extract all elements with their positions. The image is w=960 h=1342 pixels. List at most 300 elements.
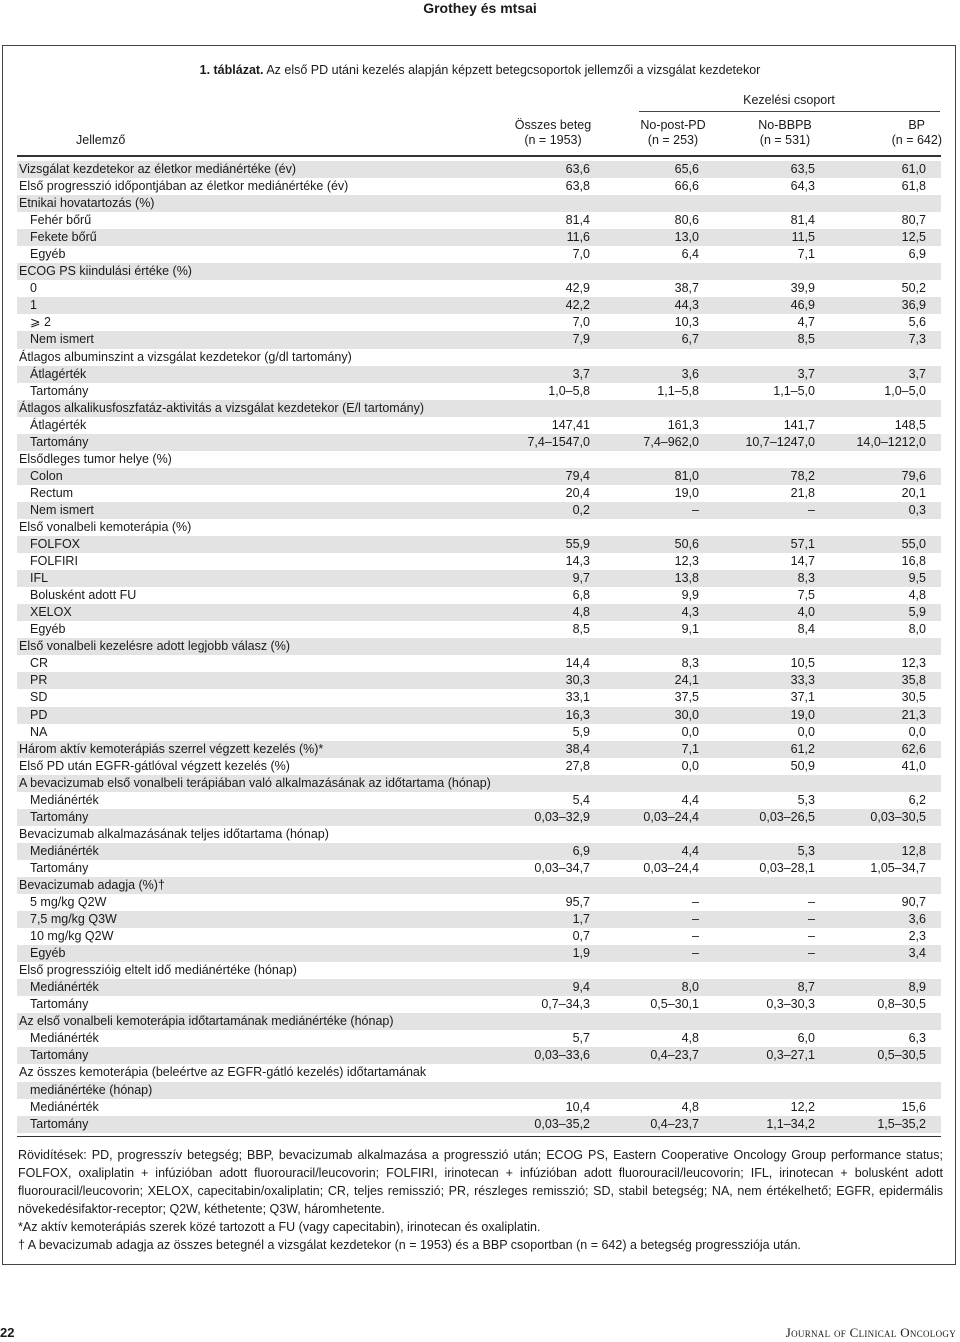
row-label: Tartomány: [30, 860, 89, 875]
table-row: [17, 672, 941, 689]
cell-all-patients: 7,4–1547,0: [527, 434, 590, 449]
cell-no-post-pd: 38,7: [674, 281, 699, 296]
cell-bp: 5,9: [908, 605, 926, 620]
cell-bp: 3,7: [908, 366, 926, 381]
cell-no-bbpb: –: [808, 946, 815, 961]
cell-all-patients: 1,7: [572, 912, 590, 927]
cell-all-patients: 14,4: [565, 656, 590, 671]
table-row: [17, 945, 941, 962]
row-label: Első vonalbeli kemoterápia (%): [19, 519, 192, 534]
cell-no-post-pd: 81,0: [674, 468, 699, 483]
table-row: [17, 314, 941, 331]
cell-all-patients: 9,4: [572, 980, 590, 995]
cell-no-bbpb: 4,0: [797, 605, 815, 620]
cell-all-patients: 10,4: [565, 1099, 590, 1114]
col-header-n: (n = 253): [647, 133, 699, 147]
cell-no-bbpb: 3,7: [797, 366, 815, 381]
cell-bp: 12,8: [901, 843, 926, 858]
row-label: Első progresszióig eltelt idő mediánértéke (hónap): [19, 963, 297, 978]
row-label: Az összes kemoterápia (beleértve az EGFR-gátló kezelés) időtartamának: [19, 1065, 427, 1080]
header-rule: [17, 155, 941, 157]
cell-no-post-pd: 65,6: [674, 162, 699, 176]
table-row: [17, 468, 941, 485]
note-dagger: † A bevacizumab adagja az összes betegnél a vizsgálat kezdetekor (n = 1953) és a BBP csoportban (n = 642) a betegség progressziója után.: [18, 1238, 801, 1252]
cell-all-patients: 27,8: [565, 758, 590, 773]
table-row: [17, 434, 941, 451]
col-header-n: (n = 642): [891, 133, 942, 147]
col-header-name: Összes beteg: [514, 118, 592, 132]
journal-name: Journal of Clinical Oncology: [785, 1325, 956, 1340]
cell-bp: 0,3: [908, 502, 926, 517]
cell-all-patients: 81,4: [565, 213, 590, 228]
table-row: [17, 212, 941, 229]
table-row: [17, 195, 941, 212]
cell-bp: 1,0–5,0: [884, 383, 926, 398]
cell-no-post-pd: 4,4: [681, 843, 699, 858]
row-label: 1: [30, 298, 37, 313]
table-row: [17, 485, 941, 502]
row-label: CR: [30, 656, 49, 671]
row-label: Átlagérték: [30, 417, 87, 432]
table-row: [17, 570, 941, 587]
cell-all-patients: 0,03–35,2: [534, 1116, 590, 1131]
cell-no-post-pd: 9,9: [681, 588, 699, 603]
cell-no-post-pd: 0,0: [681, 758, 699, 773]
cell-all-patients: 0,03–33,6: [534, 1048, 590, 1063]
table-row: [17, 775, 941, 792]
table-row: [17, 604, 941, 621]
cell-all-patients: 11,6: [566, 230, 590, 245]
cell-all-patients: 6,9: [572, 843, 590, 858]
cell-no-bbpb: 8,5: [797, 332, 815, 347]
table-row: [17, 502, 941, 519]
cell-bp: 55,0: [901, 537, 926, 552]
cell-no-post-pd: –: [692, 895, 699, 910]
cell-all-patients: 5,4: [572, 792, 590, 807]
table-row: [17, 638, 941, 655]
cell-no-bbpb: 0,03–28,1: [759, 860, 815, 875]
cell-no-bbpb: 57,1: [790, 537, 815, 552]
cell-all-patients: 30,3: [565, 673, 590, 688]
row-label: 10 mg/kg Q2W: [30, 929, 114, 944]
row-label: Tartomány: [30, 1116, 89, 1131]
cell-no-bbpb: 1,1–34,2: [766, 1116, 815, 1131]
row-label: Tartomány: [30, 434, 89, 449]
row-label: Colon: [30, 468, 63, 483]
table-row: [17, 894, 941, 911]
cell-no-bbpb: 7,5: [797, 588, 815, 603]
row-label: Egyéb: [30, 622, 66, 637]
table-row: [17, 621, 941, 638]
cell-no-bbpb: 46,9: [790, 298, 815, 313]
cell-bp: 3,6: [908, 912, 926, 927]
row-label: Nem ismert: [30, 332, 94, 347]
cell-no-bbpb: 8,3: [797, 571, 815, 586]
cell-no-bbpb: 8,4: [797, 622, 815, 637]
table-row: [17, 331, 941, 348]
cell-no-post-pd: 44,3: [674, 298, 699, 313]
cell-all-patients: 38,4: [565, 741, 590, 756]
cell-no-post-pd: 4,8: [681, 1031, 699, 1046]
cell-no-bbpb: 63,5: [790, 162, 815, 176]
col-header-name: BP: [908, 118, 925, 132]
row-label: PR: [30, 673, 48, 688]
table-row: [17, 349, 941, 366]
cell-no-bbpb: 39,9: [790, 281, 815, 296]
cell-no-post-pd: 4,8: [681, 1099, 699, 1114]
cell-bp: 9,5: [908, 571, 926, 586]
cell-no-bbpb: –: [808, 895, 815, 910]
row-label: Első PD után EGFR-gátlóval végzett kezelés (%): [19, 758, 290, 773]
table-row: [17, 996, 941, 1013]
row-label: mediánértéke (hónap): [30, 1082, 153, 1097]
cell-bp: 50,2: [901, 281, 926, 296]
cell-all-patients: 8,5: [572, 622, 590, 637]
table-caption-label: 1. táblázat.: [199, 63, 264, 77]
cell-all-patients: 6,8: [572, 588, 590, 603]
table-row: [17, 928, 941, 945]
cell-bp: 79,6: [901, 468, 926, 483]
cell-no-post-pd: 8,0: [681, 980, 699, 995]
cell-no-post-pd: 50,6: [674, 537, 699, 552]
cell-bp: 8,0: [908, 622, 926, 637]
row-label: FOLFOX: [30, 537, 81, 552]
row-label: PD: [30, 707, 48, 722]
cell-bp: 2,3: [908, 929, 926, 944]
cell-no-post-pd: 0,4–23,7: [650, 1048, 699, 1063]
cell-no-post-pd: –: [692, 929, 699, 944]
cell-all-patients: 79,4: [565, 468, 590, 483]
cell-all-patients: 16,3: [565, 707, 590, 722]
cell-no-bbpb: 33,3: [790, 673, 815, 688]
cell-no-post-pd: 0,4–23,7: [650, 1116, 699, 1131]
cell-all-patients: 20,4: [565, 485, 590, 500]
table-row: [17, 1064, 941, 1081]
cell-bp: 35,8: [901, 673, 926, 688]
cell-bp: 1,5–35,2: [877, 1116, 926, 1131]
table-row: [17, 161, 941, 178]
table-row: [17, 1047, 941, 1064]
row-label: Vizsgálat kezdetekor az életkor mediánértéke (év): [19, 162, 296, 176]
cell-no-bbpb: –: [808, 912, 815, 927]
row-label: Átlagérték: [30, 366, 87, 381]
page-number: 22: [0, 1325, 15, 1340]
cell-bp: 0,03–30,5: [870, 809, 926, 824]
cell-no-bbpb: 0,03–26,5: [759, 809, 815, 824]
cell-no-bbpb: 5,3: [797, 843, 815, 858]
row-label: Tartomány: [30, 1048, 89, 1063]
cell-no-post-pd: –: [692, 502, 699, 517]
cell-bp: 15,6: [901, 1099, 926, 1114]
cell-no-bbpb: 37,1: [790, 690, 815, 705]
table-bottom-rule: [17, 1136, 941, 1137]
row-label: Az első vonalbeli kemoterápia időtartamának mediánértéke (hónap): [19, 1014, 394, 1029]
table-notes: [18, 1146, 943, 1254]
row-label: Első progresszió időpontjában az életkor mediánértéke (év): [19, 179, 349, 194]
table-row: [17, 297, 941, 314]
row-label: Fekete bőrű: [30, 230, 97, 245]
cell-bp: 16,8: [901, 554, 926, 569]
table-caption: [0, 62, 960, 78]
cell-no-bbpb: 10,5: [790, 656, 815, 671]
cell-bp: 61,8: [901, 179, 926, 194]
table-row: [17, 741, 941, 758]
row-label: ⩾ 2: [30, 315, 51, 330]
cell-all-patients: 4,8: [572, 605, 590, 620]
col-header-n: (n = 531): [759, 133, 811, 147]
cell-all-patients: 5,9: [572, 724, 590, 739]
cell-all-patients: 0,03–34,7: [534, 860, 590, 875]
cell-bp: 20,1: [901, 485, 926, 500]
cell-bp: 12,5: [901, 230, 926, 245]
cell-bp: 21,3: [901, 707, 926, 722]
row-label: Egyéb: [30, 946, 66, 961]
cell-bp: 41,0: [901, 758, 926, 773]
group-header: Kezelési csoport: [743, 93, 835, 107]
table-row: [17, 860, 941, 877]
cell-all-patients: 7,9: [572, 332, 590, 347]
col-header-name: No-BBPB: [758, 118, 812, 132]
cell-all-patients: 55,9: [565, 537, 590, 552]
row-label: Egyéb: [30, 247, 66, 262]
table-row: [17, 417, 941, 434]
col-header-name: No-post-PD: [640, 118, 706, 132]
cell-no-bbpb: 12,2: [790, 1099, 815, 1114]
cell-all-patients: 3,7: [572, 366, 590, 381]
row-label: Mediánérték: [30, 792, 99, 807]
table-row: [17, 229, 941, 246]
cell-bp: 7,3: [908, 332, 926, 347]
cell-bp: 0,5–30,5: [877, 1048, 926, 1063]
cell-no-post-pd: 0,0: [681, 724, 699, 739]
row-label: Mediánérték: [30, 1099, 99, 1114]
table-caption-text: Az első PD utáni kezelés alapján képzett betegcsoportok jellemzői a vizsgálat kezdetekor: [263, 63, 761, 77]
cell-no-bbpb: 4,7: [797, 315, 815, 330]
col-header-characteristic: Jellemző: [76, 133, 126, 147]
cell-no-post-pd: 0,5–30,1: [650, 997, 699, 1012]
cell-all-patients: 7,0: [572, 247, 590, 262]
table-row: [17, 724, 941, 741]
cell-all-patients: 42,2: [565, 298, 590, 313]
cell-bp: 6,2: [908, 792, 926, 807]
cell-no-bbpb: 78,2: [790, 468, 815, 483]
col-header-n: (n = 1953): [524, 133, 582, 147]
row-label: Átlagos albuminszint a vizsgálat kezdetekor (g/dl tartomány): [19, 349, 352, 364]
table-row: [17, 246, 941, 263]
cell-all-patients: 1,9: [572, 946, 590, 961]
table-row: [17, 280, 941, 297]
cell-no-post-pd: 7,4–962,0: [643, 434, 699, 449]
row-label: 5 mg/kg Q2W: [30, 895, 107, 910]
table-row: [17, 809, 941, 826]
cell-no-bbpb: 81,4: [790, 213, 815, 228]
row-label: A bevacizumab első vonalbeli terápiában való alkalmazásának az időtartama (hónap): [19, 775, 491, 790]
cell-bp: 0,0: [908, 724, 926, 739]
row-label: IFL: [30, 571, 49, 586]
table-row: [17, 758, 941, 775]
cell-bp: 14,0–1212,0: [856, 434, 926, 449]
cell-no-post-pd: 161,3: [667, 417, 699, 432]
cell-no-bbpb: 61,2: [790, 741, 815, 756]
cell-bp: 0,8–30,5: [877, 997, 926, 1012]
table-row: [17, 962, 941, 979]
row-label: Első vonalbeli kezelésre adott legjobb válasz (%): [19, 639, 290, 654]
table-row: [17, 451, 941, 468]
table-row: [17, 979, 941, 996]
cell-no-bbpb: 64,3: [790, 179, 815, 194]
table-row: [17, 689, 941, 706]
cell-bp: 5,6: [908, 315, 926, 330]
note-asterisk: *Az aktív kemoterápiás szerek közé tartozott a FU (vagy capecitabin), irinotecan és oxaliplatin.: [18, 1220, 541, 1234]
cell-bp: 61,0: [901, 162, 926, 176]
cell-all-patients: 95,7: [565, 895, 590, 910]
cell-no-post-pd: 13,0: [674, 230, 699, 245]
cell-bp: 12,3: [901, 656, 926, 671]
cell-bp: 36,9: [901, 298, 926, 313]
cell-no-bbpb: 8,7: [797, 980, 815, 995]
cell-no-post-pd: 19,0: [674, 485, 699, 500]
cell-all-patients: 1,0–5,8: [548, 383, 590, 398]
row-label: XELOX: [30, 605, 72, 620]
row-label: Három aktív kemoterápiás szerrel végzett kezelés (%)*: [19, 741, 324, 756]
row-label: Nem ismert: [30, 502, 94, 517]
cell-no-bbpb: 50,9: [790, 758, 815, 773]
row-label: Bevacizumab adagja (%)†: [19, 877, 165, 892]
cell-bp: 90,7: [901, 895, 926, 910]
cell-no-bbpb: 7,1: [797, 247, 815, 262]
cell-no-bbpb: –: [808, 929, 815, 944]
cell-all-patients: 9,7: [572, 571, 590, 586]
cell-no-bbpb: 0,3–30,3: [766, 997, 815, 1012]
cell-all-patients: 33,1: [565, 690, 590, 705]
table-row: [17, 383, 941, 400]
cell-no-post-pd: 10,3: [674, 315, 699, 330]
cell-no-post-pd: 0,03–24,4: [643, 809, 699, 824]
table-row: [17, 178, 941, 195]
row-label: Bevacizumab alkalmazásának teljes időtartama (hónap): [19, 826, 329, 841]
table-row: [17, 553, 941, 570]
row-label: SD: [30, 690, 48, 705]
cell-all-patients: 7,0: [572, 315, 590, 330]
row-label: Rectum: [30, 485, 74, 500]
cell-no-post-pd: 30,0: [674, 707, 699, 722]
cell-all-patients: 0,7: [572, 929, 590, 944]
table-row: [17, 519, 941, 536]
cell-bp: 1,05–34,7: [870, 860, 926, 875]
cell-no-post-pd: 12,3: [674, 554, 699, 569]
cell-no-post-pd: 0,03–24,4: [643, 860, 699, 875]
cell-no-post-pd: 66,6: [674, 179, 699, 194]
cell-all-patients: 0,7–34,3: [541, 997, 590, 1012]
row-label: Elsődleges tumor helye (%): [19, 451, 172, 466]
running-header-author: Grothey és mtsai: [423, 0, 537, 16]
row-label: NA: [30, 724, 48, 739]
cell-bp: 4,8: [908, 588, 926, 603]
cell-no-bbpb: 19,0: [790, 707, 815, 722]
row-label: Tartomány: [30, 997, 89, 1012]
data-table: [17, 161, 941, 1133]
cell-no-post-pd: 4,4: [681, 792, 699, 807]
row-label: FOLFIRI: [30, 554, 78, 569]
cell-no-post-pd: –: [692, 912, 699, 927]
table-row: [17, 1013, 941, 1030]
row-label: ECOG PS kiindulási értéke (%): [19, 264, 192, 279]
cell-no-post-pd: 7,1: [681, 741, 699, 756]
cell-bp: 3,4: [908, 946, 926, 961]
table-row: [17, 792, 941, 809]
cell-bp: 62,6: [901, 741, 926, 756]
cell-bp: 30,5: [901, 690, 926, 705]
cell-no-post-pd: 1,1–5,8: [657, 383, 699, 398]
cell-all-patients: 0,03–32,9: [534, 809, 590, 824]
cell-bp: 6,3: [908, 1031, 926, 1046]
cell-all-patients: 5,7: [572, 1031, 590, 1046]
cell-all-patients: 0,2: [572, 502, 590, 517]
cell-no-post-pd: 9,1: [681, 622, 699, 637]
table-row: [17, 263, 941, 280]
cell-no-bbpb: 5,3: [797, 792, 815, 807]
cell-no-post-pd: 37,5: [674, 690, 699, 705]
cell-no-bbpb: –: [808, 502, 815, 517]
cell-no-post-pd: 3,6: [681, 366, 699, 381]
cell-no-post-pd: 6,7: [681, 332, 699, 347]
cell-bp: 8,9: [908, 980, 926, 995]
cell-no-post-pd: 4,3: [681, 605, 699, 620]
table-row: [17, 877, 941, 894]
cell-no-bbpb: 0,3–27,1: [766, 1048, 815, 1063]
table-row: [17, 1030, 941, 1047]
row-label: Mediánérték: [30, 843, 99, 858]
cell-all-patients: 63,8: [565, 179, 590, 194]
cell-no-bbpb: 1,1–5,0: [773, 383, 815, 398]
cell-bp: 80,7: [901, 213, 926, 228]
table-row: [17, 826, 941, 843]
cell-all-patients: 63,6: [565, 162, 590, 176]
row-label: Fehér bőrű: [30, 213, 92, 228]
cell-no-post-pd: 24,1: [674, 673, 699, 688]
row-label: Etnikai hovatartozás (%): [19, 196, 155, 211]
cell-no-bbpb: 10,7–1247,0: [745, 434, 815, 449]
note-abbreviations: Rövidítések: PD, progresszív betegség; BBP, bevacizumab alkalmazása a progresszió után; ECOG PS, Eastern Cooperative Oncology Group performance status; FOLFOX, oxaliplatin + infúzióban adott fluorouracil/leucovorin; FOLFIRI, irinotecan + infúzióban adott fluorouracil/leucovorin; IFL, irinotecan + bolusként adott fluorouracil/leucovorin; XELOX, capecitabin/oxaliplatin; CR, teljes remisszió; PR, részleges remisszió; SD, stabil betegség; NA, nem értékelhető; EGFR, epidermális növekedésifaktor-receptor; Q2W, kéthetente; Q3W, háromhetente.: [18, 1148, 943, 1216]
table-row: [17, 1116, 941, 1133]
table-row: [17, 587, 941, 604]
cell-no-bbpb: 11,5: [791, 230, 815, 245]
cell-all-patients: 147,41: [551, 417, 590, 432]
cell-no-post-pd: –: [692, 946, 699, 961]
table-row: [17, 366, 941, 383]
row-label: Mediánérték: [30, 1031, 99, 1046]
table-row: [17, 911, 941, 928]
table-row: [17, 707, 941, 724]
col-header-bp: [798, 118, 944, 148]
cell-no-bbpb: 6,0: [797, 1031, 815, 1046]
cell-all-patients: 14,3: [565, 554, 590, 569]
table-row: [17, 843, 941, 860]
table-row: [17, 400, 941, 417]
table-row: [17, 1099, 941, 1116]
table-row: [17, 655, 941, 672]
cell-no-bbpb: 21,8: [790, 485, 815, 500]
cell-no-post-pd: 8,3: [681, 656, 699, 671]
cell-all-patients: 42,9: [565, 281, 590, 296]
row-label: Átlagos alkalikusfoszfatáz-aktivitás a vizsgálat kezdetekor (E/l tartomány): [19, 400, 425, 415]
cell-no-post-pd: 6,4: [681, 247, 699, 262]
table-row: [17, 1082, 941, 1099]
row-label: 0: [30, 281, 37, 296]
cell-bp: 148,5: [894, 417, 926, 432]
row-label: Mediánérték: [30, 980, 99, 995]
cell-no-bbpb: 14,7: [790, 554, 815, 569]
